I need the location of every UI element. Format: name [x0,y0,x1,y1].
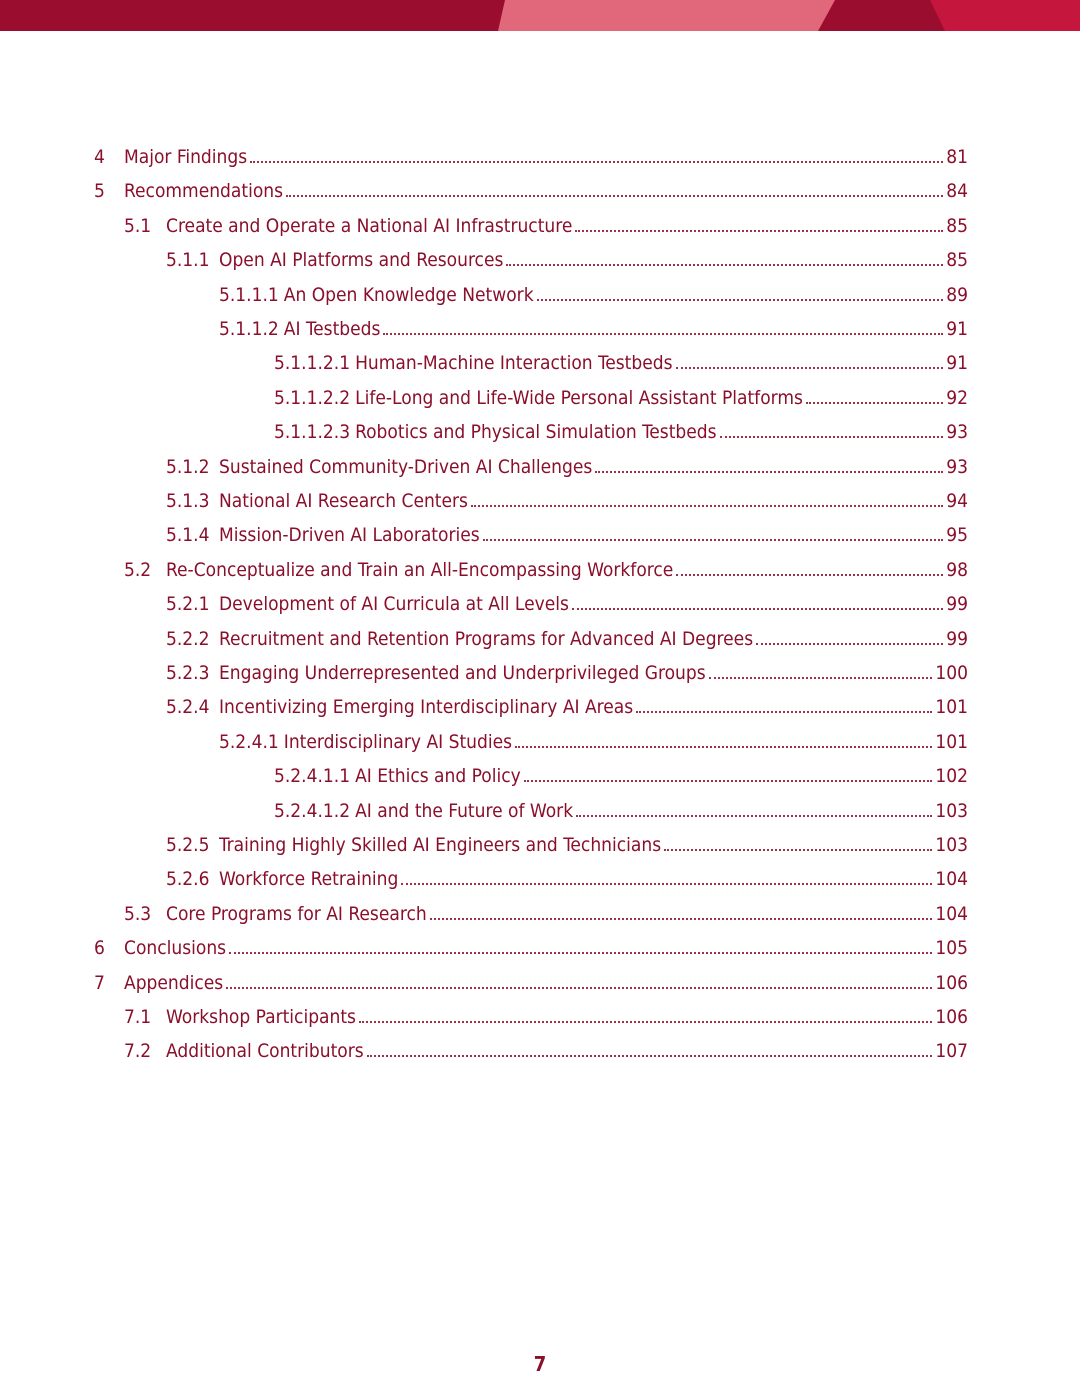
toc-entry-page: 85 [946,249,968,271]
toc-dot-leader [537,299,944,301]
toc-entry-number: 5.1.1.2.1 [274,352,351,374]
toc-entry-title: Major Findings [124,146,248,168]
toc-dot-leader [471,505,943,507]
toc-entry-page: 99 [946,593,968,615]
toc-dot-leader [250,161,943,163]
toc-dot-leader [226,987,932,989]
toc-entry-title: AI and the Future of Work [355,800,574,822]
toc-entry-number: 5.3 [124,903,152,925]
toc-entry-page: 101 [935,696,968,718]
toc-entry-title: Life-Long and Life-Wide Personal Assistant Platforms [355,387,803,409]
toc-entry-number: 5.1.3 [166,490,210,512]
toc-entry-number: 7 [94,972,105,994]
toc-entry-title: Human-Machine Interaction Testbeds [355,352,673,374]
toc-entry-title: Re-Conceptualize and Train an All-Encompassing Workforce [166,559,674,581]
toc-entry-page: 103 [935,800,968,822]
toc-entry-page: 95 [946,524,968,546]
toc-entry-number: 5.2 [124,559,152,581]
toc-dot-leader [572,608,943,610]
toc-entry[interactable] [166,620,968,650]
toc-entry-title: Recruitment and Retention Programs for Advanced AI Degrees [219,628,754,650]
toc-entry[interactable] [274,379,968,409]
toc-entry[interactable] [94,138,968,168]
toc-entry[interactable] [166,826,968,856]
toc-entry[interactable] [124,895,968,925]
toc-entry-page: 81 [946,146,968,168]
toc-dot-leader [806,402,943,404]
toc-entry-title: AI Testbeds [283,318,381,340]
toc-entry-page: 93 [946,456,968,478]
toc-entry-title: Recommendations [124,180,284,202]
toc-entry-number: 5.2.2 [166,628,210,650]
toc-entry-title: Workforce Retraining [219,868,399,890]
toc-entry[interactable] [94,964,968,994]
toc-entry-page: 104 [935,868,968,890]
toc-entry-page: 93 [946,421,968,443]
toc-entry-number: 5.2.4 [166,696,210,718]
toc-entry-title: Additional Contributors [166,1040,364,1062]
toc-entry-title: Robotics and Physical Simulation Testbeds [355,421,717,443]
toc-entry-page: 100 [935,662,968,684]
toc-entry-page: 99 [946,628,968,650]
toc-entry-page: 104 [935,903,968,925]
toc-entry-number: 5.2.5 [166,834,210,856]
toc-entry[interactable] [124,207,968,237]
toc-dot-leader [367,1055,933,1057]
toc-entry[interactable] [124,1032,968,1062]
toc-entry-page: 91 [946,318,968,340]
toc-entry-page: 98 [946,559,968,581]
banner-light-stripe [498,0,835,31]
toc-entry-number: 5.2.4.1 [219,731,279,753]
toc-dot-leader [709,677,933,679]
toc-entry-number: 4 [94,146,105,168]
toc-entry-number: 7.2 [124,1040,152,1062]
toc-entry-number: 5.1.4 [166,524,210,546]
toc-entry-title: AI Ethics and Policy [355,765,521,787]
toc-entry-number: 5.1.1.2.3 [274,421,351,443]
toc-dot-leader [576,815,932,817]
toc-entry-title: An Open Knowledge Network [283,284,534,306]
toc-entry[interactable] [166,516,968,546]
toc-dot-leader [383,333,943,335]
toc-entry-page: 91 [946,352,968,374]
toc-dot-leader [286,195,943,197]
toc-entry-title: Open AI Platforms and Resources [219,249,504,271]
toc-dot-leader [664,849,932,851]
toc-entry-title: National AI Research Centers [219,490,468,512]
toc-entry-title: Incentivizing Emerging Interdisciplinary AI Areas [219,696,634,718]
toc-entry-number: 5.2.4.1.1 [274,765,351,787]
page-number: 7 [533,1352,547,1376]
toc-dot-leader [401,883,932,885]
toc-dot-leader [676,367,944,369]
toc-entry-title: Mission-Driven AI Laboratories [219,524,480,546]
toc-dot-leader [359,1021,932,1023]
toc-entry[interactable] [166,585,968,615]
toc-entry-title: Create and Operate a National AI Infrastructure [166,215,573,237]
toc-entry[interactable] [274,344,968,374]
toc-entry-number: 5.2.4.1.2 [274,800,351,822]
toc-entry-page: 85 [946,215,968,237]
toc-entry-number: 5.2.3 [166,662,210,684]
toc-dot-leader [483,539,944,541]
toc-entry-number: 5.1 [124,215,152,237]
toc-entry-page: 103 [935,834,968,856]
toc-entry-number: 5.1.1.1 [219,284,279,306]
toc-entry[interactable] [124,551,968,581]
toc-entry-page: 106 [935,1006,968,1028]
toc-entry[interactable] [94,929,968,959]
toc-entry-title: Appendices [124,972,224,994]
toc-entry[interactable] [166,241,968,271]
toc-entry-title: Workshop Participants [166,1006,356,1028]
toc-entry-page: 84 [946,180,968,202]
banner-right-block [930,0,1080,31]
toc-dot-leader [506,264,943,266]
toc-entry-number: 5 [94,180,105,202]
toc-entry-title: Development of AI Curricula at All Levels [219,593,569,615]
toc-entry[interactable] [166,654,968,684]
toc-dot-leader [676,574,943,576]
toc-entry-number: 7.1 [124,1006,152,1028]
toc-dot-leader [756,643,943,645]
toc-dot-leader [636,711,932,713]
toc-entry[interactable] [274,792,968,822]
toc-dot-leader [720,436,944,438]
toc-entry-page: 92 [946,387,968,409]
toc-entry-title: Engaging Underrepresented and Underprivileged Groups [219,662,706,684]
toc-dot-leader [430,918,933,920]
toc-entry-number: 5.2.6 [166,868,210,890]
toc-entry-page: 101 [935,731,968,753]
top-banner [0,0,1080,31]
toc-entry[interactable] [274,757,968,787]
toc-entry[interactable] [166,482,968,512]
toc-entry-page: 105 [935,937,968,959]
toc-entry-number: 5.2.1 [166,593,210,615]
toc-entry-page: 89 [946,284,968,306]
toc-dot-leader [524,780,933,782]
toc-dot-leader [515,746,932,748]
toc-entry[interactable] [124,998,968,1028]
toc-entry-title: Core Programs for AI Research [166,903,427,925]
banner-graphic [0,0,1080,31]
toc-dot-leader [229,952,932,954]
toc-entry[interactable] [166,688,968,718]
toc-entry[interactable] [94,172,968,202]
toc-entry-number: 5.1.1.2.2 [274,387,351,409]
toc-entry[interactable] [166,448,968,478]
toc-entry-page: 107 [935,1040,968,1062]
toc-entry-title: Conclusions [124,937,227,959]
toc-entry-page: 94 [946,490,968,512]
toc-entry-title: Training Highly Skilled AI Engineers and Technicians [219,834,662,856]
toc-entry[interactable] [219,723,968,753]
toc-entry[interactable] [274,413,968,443]
toc-entry-number: 5.1.1 [166,249,210,271]
toc-entry-page: 106 [935,972,968,994]
toc-dot-leader [575,230,943,232]
toc-entry-title: Sustained Community-Driven AI Challenges [219,456,593,478]
toc-entry[interactable] [219,276,968,306]
toc-entry-number: 5.1.2 [166,456,210,478]
toc-entry-number: 5.1.1.2 [219,318,279,340]
toc-entry-page: 102 [935,765,968,787]
toc-entry-number: 6 [94,937,105,959]
toc-dot-leader [595,471,943,473]
toc-entry[interactable] [219,310,968,340]
toc-entry[interactable] [166,860,968,890]
toc-entry-title: Interdisciplinary AI Studies [283,731,513,753]
